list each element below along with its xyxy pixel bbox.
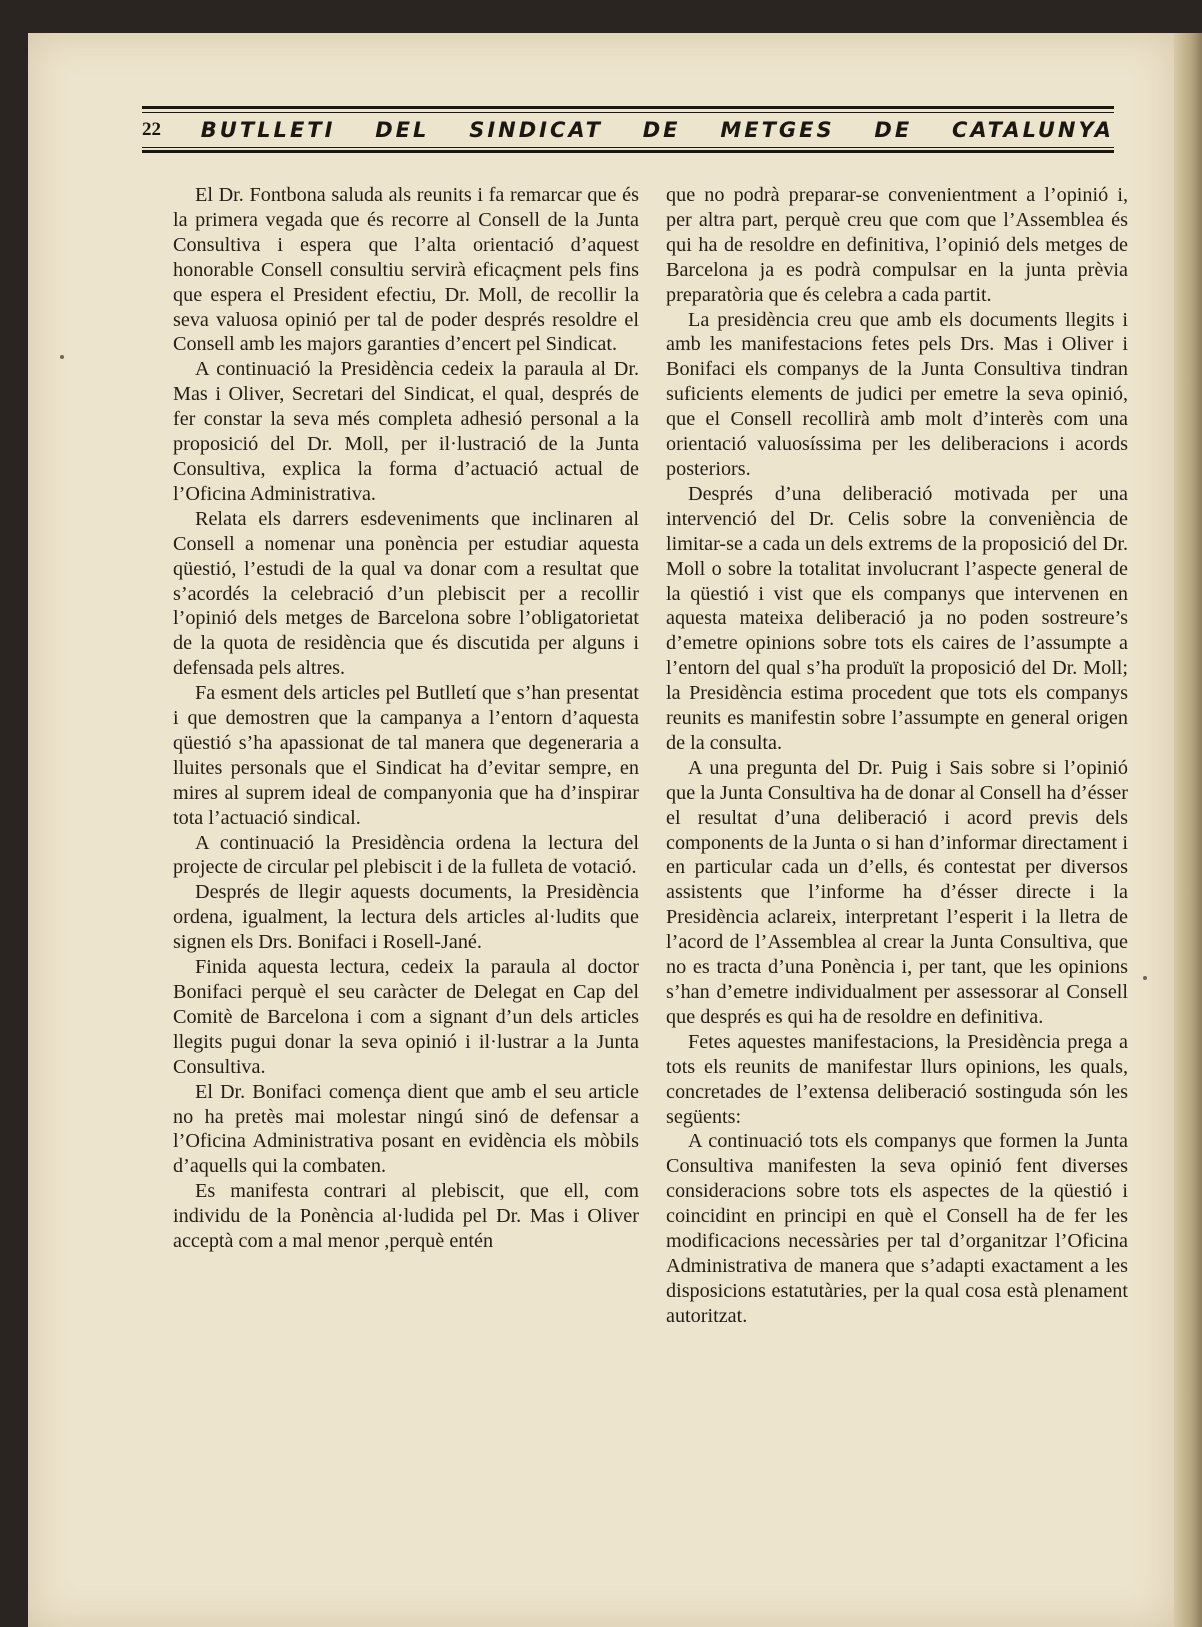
paragraph: El Dr. Bonifaci comença dient que amb el seu article no ha pretès mai molestar ningú sinó de defensar a l’Oficina Administrativa posant en evidència els mòbils d’aquells qui la combaten. <box>173 1080 639 1178</box>
header-word: BUTLLETI <box>200 117 336 142</box>
header-title <box>142 112 1114 147</box>
header-word: DE <box>874 117 913 142</box>
paper-speck <box>1143 976 1147 980</box>
header-word: SINDICAT <box>469 117 603 142</box>
paper-speck <box>60 355 64 359</box>
header-rule <box>142 106 1114 109</box>
paragraph: Fetes aquestes manifestacions, la Presidència prega a tots els reunits de manifestar llurs opinions, les quals, concretades de l’extensa deliberació sostinguda són les següents: <box>666 1030 1128 1128</box>
paragraph: El Dr. Fontbona saluda als reunits i fa remarcar que és la primera vegada que és recorre al Consell de la Junta Consultiva i espera que l’alta orientació d’aquest honorable Consell consultiu servirà eficaçment pels fins que espera el President efectiu, Dr. Moll, de recollir la seva valuosa opinió per tal de poder després resoldre el Consell amb les majors garanties d’encert pel Sindicat. <box>173 184 639 356</box>
page-edge <box>1174 33 1202 1627</box>
paragraph: La presidència creu que amb els documents llegits i amb les manifestacions fetes pels Drs. Mas i Oliver i Bonifaci els companys de la Junta Consultiva tindran suficients elements de judici per emetre la seva opinió, que el Consell recollirà amb molt d’interès com una orientació valuosíssima per les deliberacions i acords posteriors. <box>666 308 1128 480</box>
paragraph: A continuació la Presidència ordena la lectura del projecte de circular pel plebiscit i de la fulleta de votació. <box>173 831 639 879</box>
paragraph: A continuació tots els companys que formen la Junta Consultiva manifesten la seva opinió fent diverses consideracions sobre tots els aspectes de la qüestió i coincidint en principi en què el Consell ha de fer les modificacions necessàries per tal d’organitzar l’Oficina Administrativa de manera que s’adapti exactament a les disposicions estatutàries, per la qual cosa està plenament autoritzat. <box>666 1130 1128 1327</box>
paragraph: A continuació la Presidència cedeix la paraula al Dr. Mas i Oliver, Secretari del Sindicat, el qual, després de fer constar la seva més completa adhesió personal a la proposició del Dr. Moll, per il·lustració de la Junta Consultiva, explica la forma d’actuació actual de l’Oficina Administrativa. <box>173 358 639 505</box>
header-word: METGES <box>720 117 835 142</box>
page-number: 22 <box>142 118 161 140</box>
header-word: DEL <box>375 117 430 142</box>
paragraph: Fa esment dels articles pel Butlletí que s’han presentat i que demostren que la campanya a l’entorn d’aquesta qüestió s’ha apassionat de tal manera que degeneraria a lluites personals que el Sindicat ha d’evitar sempre, en mires al suprem ideal de companyonia que ha d’inspirar tota l’actuació sindical. <box>173 682 639 829</box>
running-header <box>142 72 1114 142</box>
paragraph: Després d’una deliberació motivada per una intervenció del Dr. Celis sobre la conveniència de limitar-se a cada un dels extrems de la proposició del Dr. Moll o sobre la totalitat involucrant l’aspecte general de la qüestió i vist que els companys que intervenen en aquesta mateixa deliberació ja no poden sostreure’s d’emetre opinions sobre tots els caires de l’assumpte a l’entorn del qual s’ha produït la proposició del Dr. Moll; la Presidència estima procedent que tots els companys reunits es manifestin sobre l’assumpte en general origen de la consulta. <box>666 482 1128 754</box>
paragraph: A una pregunta del Dr. Puig i Sais sobre si l’opinió que la Junta Consultiva ha de donar al Consell ha d’ésser el resultat d’una deliberació i acord previs dels components de la Junta o si han d’informar directament i en particular cada un d’ells, és contestat per diversos assistents que l’informe ha d’ésser directe i la Presidència aclareix, interpretant l’esperit i la lletra de l’acord de l’Assemblea al crear la Junta Consultiva, que no es tracta d’una Ponència i, per tant, que les opinions s’han d’emetre individualment per assessorar al Consell que després es qui ha de resoldre en definitiva. <box>666 756 1128 1028</box>
header-word: DE <box>642 117 681 142</box>
header-word: CATALUNYA <box>951 117 1114 142</box>
paragraph: Relata els darrers esdeveniments que inclinaren al Consell a nomenar una ponència per estudiar aquesta qüestió, l’estudi de la qual va donar com a resultat que s’acordés la celebració d’un plebiscit per a recollir l’opinió dels metges de Barcelona sobre l’obligatorietat de la quota de residència que és discutida per alguns i defensada pels altres. <box>173 507 639 680</box>
paragraph: que no podrà preparar-se convenientment a l’opinió i, per altra part, perquè creu que com que l’Assemblea és qui ha de resoldre en definitiva, l’opinió dels metges de Barcelona ja es podrà compulsar en la junta prèvia preparatòria que és celebra a cada partit. <box>666 184 1128 306</box>
right-column <box>666 183 1128 1329</box>
header-rule <box>142 150 1114 153</box>
paragraph: Es manifesta contrari al plebiscit, que ell, com individu de la Ponència al·ludida pel Dr. Mas i Oliver acceptà com a mal menor ,perquè entén <box>173 1180 639 1253</box>
paragraph: Després de llegir aquests documents, la Presidència ordena, igualment, la lectura dels articles al·ludits que signen els Drs. Bonifaci i Rosell-Jané. <box>173 881 639 954</box>
paragraph: Finida aquesta lectura, cedeix la paraula al doctor Bonifaci perquè el seu caràcter de Delegat en Cap del Comitè de Barcelona i com a signant d’un dels articles llegits pugui donar la seva opinió i il·lustrar a la Junta Consultiva. <box>173 956 639 1078</box>
header-rule <box>142 147 1114 148</box>
left-column <box>173 183 639 1254</box>
